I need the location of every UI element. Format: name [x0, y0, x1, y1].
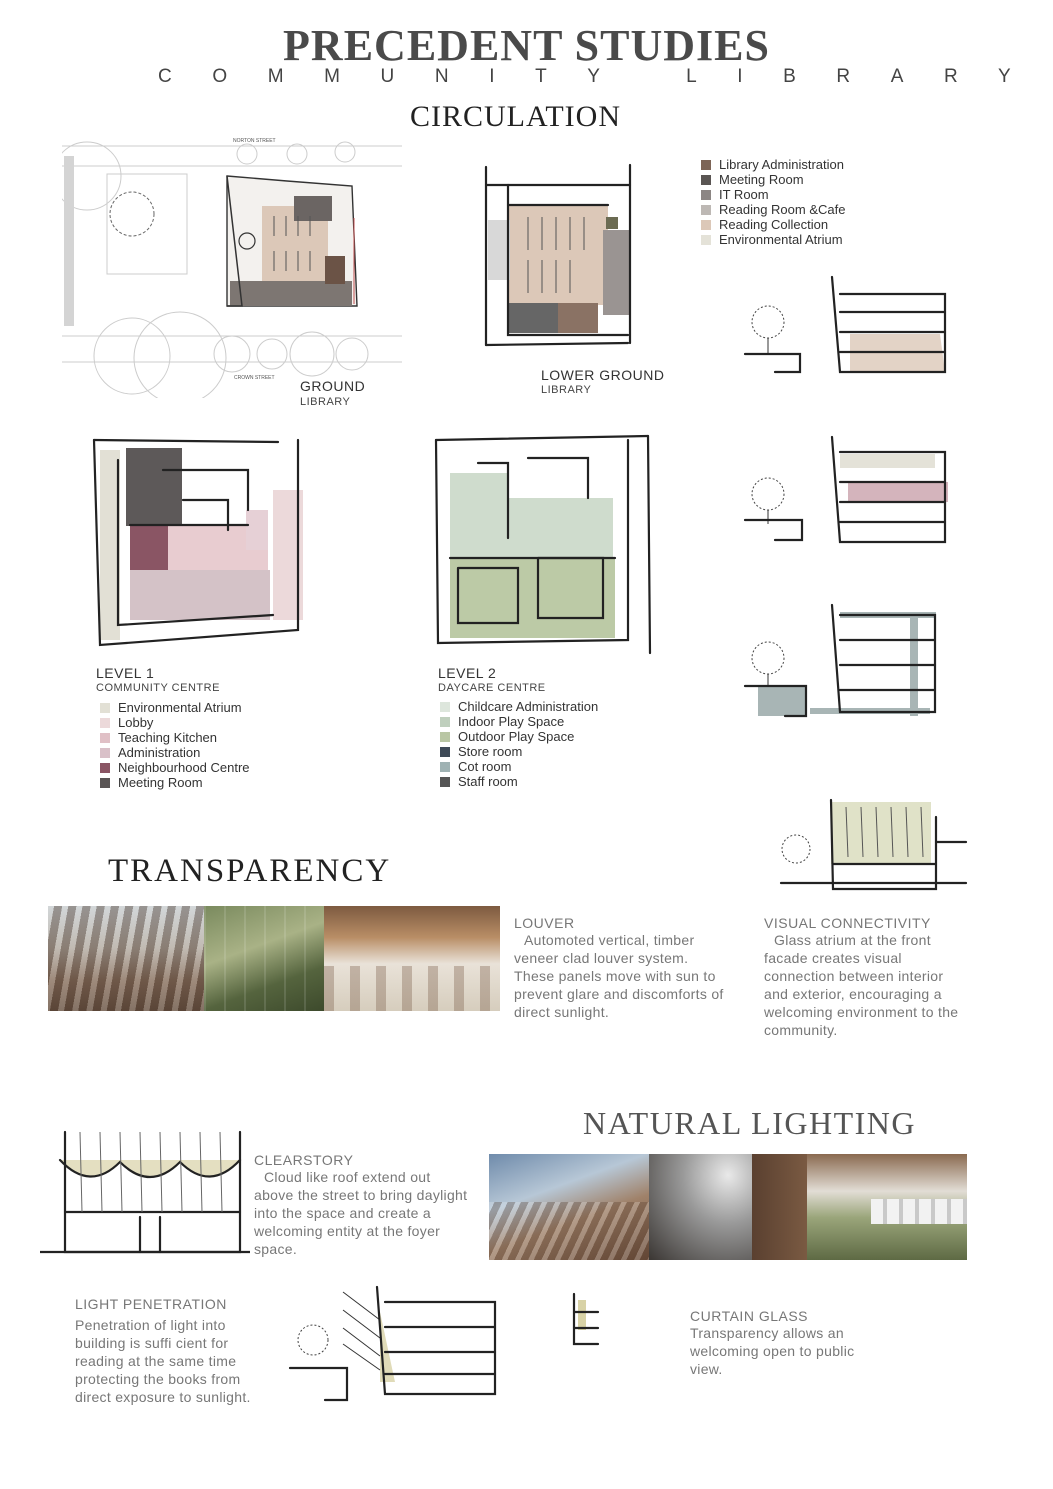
- legend-item: [440, 729, 598, 744]
- note-visual-connectivity: [764, 915, 969, 1039]
- legend-item: [100, 760, 250, 775]
- legend-level1: [100, 700, 250, 790]
- legend-swatch: [701, 235, 711, 245]
- plan-label-ground: GROUND: [300, 378, 366, 394]
- note-louver: [514, 915, 724, 1021]
- legend-item: [440, 759, 598, 774]
- photo-glass-atrium: [204, 906, 324, 1011]
- legend-label: Childcare Administration: [458, 699, 599, 714]
- legend-label: Environmental Atrium: [118, 700, 242, 715]
- note-body-clearstory: Cloud like roof extend out above the street to bring daylight into the space and create a welcoming entity at the foyer space.: [254, 1169, 468, 1257]
- legend-item: [440, 774, 598, 789]
- legend-item: [701, 172, 845, 187]
- legend-label: IT Room: [719, 187, 769, 202]
- note-curtain-glass: [690, 1308, 890, 1378]
- legend-swatch: [100, 778, 110, 788]
- legend-label: Administration: [118, 745, 201, 760]
- note-body-louver: Automoted vertical, timber veneer clad louver system. These panels move with sun to prevent glare and discomforts of direct sunlight.: [514, 932, 724, 1020]
- visual-connectivity-sketch: [776, 797, 971, 897]
- legend-swatch: [440, 762, 450, 772]
- photo-reading-room: [324, 906, 500, 1011]
- plan-sublabel-level1: COMMUNITY CENTRE: [96, 682, 220, 694]
- legend-swatch: [701, 205, 711, 215]
- plan-sublabel-level2: DAYCARE CENTRE: [438, 682, 546, 694]
- plan-label-lower-ground: LOWER GROUND: [541, 367, 665, 383]
- legend-label: Reading Collection: [719, 217, 829, 232]
- legend-label: Neighbourhood Centre: [118, 760, 250, 775]
- note-title-louver: LOUVER: [514, 915, 575, 931]
- section-heading-circulation: CIRCULATION: [410, 100, 621, 133]
- plan-label-level1: LEVEL 1: [96, 665, 155, 681]
- street-label-top: NORTON STREET: [233, 138, 276, 144]
- photo-exterior-cantilever: [489, 1154, 649, 1260]
- light-penetration-sketch: [285, 1282, 510, 1407]
- note-body-visual: Glass atrium at the front facade creates visual connection between interior and exterior, encouraging a welcoming environment to the community.: [764, 932, 959, 1038]
- note-body-curtain: Transparency allows an welcoming open to public view.: [690, 1325, 855, 1377]
- legend-label: Reading Room &Cafe: [719, 202, 846, 217]
- legend-item: [100, 700, 250, 715]
- note-light-penetration: [75, 1296, 280, 1406]
- legend-item: [701, 217, 845, 232]
- legend-label: Teaching Kitchen: [118, 730, 218, 745]
- photo-interior-corridor: [649, 1154, 807, 1260]
- note-clearstory: [254, 1152, 469, 1258]
- note-body-light: Penetration of light into building is suffi cient for reading at the same time protecting the books from direct exposure to sunlight.: [75, 1317, 251, 1405]
- section-heading-transparency: TRANSPARENCY: [108, 853, 392, 889]
- legend-label: Lobby: [118, 715, 154, 730]
- legend-label: Cot room: [458, 759, 512, 774]
- legend-swatch: [440, 777, 450, 787]
- section-heading-natural-lighting: NATURAL LIGHTING: [583, 1105, 916, 1141]
- section-sketch-community: [740, 432, 955, 552]
- legend-swatch: [701, 190, 711, 200]
- note-title-clearstory: CLEARSTORY: [254, 1152, 354, 1168]
- level1-floor-plan: [88, 430, 308, 655]
- legend-swatch: [440, 717, 450, 727]
- legend-label: Meeting Room: [118, 775, 203, 790]
- legend-label: Staff room: [458, 774, 518, 789]
- level2-floor-plan: [428, 428, 658, 656]
- legend-item: [100, 775, 250, 790]
- section-sketch-library: [740, 272, 955, 384]
- legend-level2: [440, 699, 598, 789]
- legend-item: [100, 715, 250, 730]
- legend-swatch: [100, 733, 110, 743]
- legend-item: [701, 202, 845, 217]
- photo-library-interior: [807, 1154, 967, 1260]
- street-label-bottom: CROWN STREET: [234, 375, 275, 381]
- note-title-curtain: CURTAIN GLASS: [690, 1308, 809, 1324]
- plan-sublabel-lower-ground: LIBRARY: [541, 384, 592, 396]
- legend-label: Store room: [458, 744, 523, 759]
- page-subtitle: COMMUNITY LIBRARY: [158, 66, 1052, 87]
- plan-label-level2: LEVEL 2: [438, 665, 497, 681]
- curtain-glass-sketch: [568, 1292, 606, 1348]
- legend-swatch: [440, 702, 450, 712]
- legend-swatch: [701, 160, 711, 170]
- page-title: PRECEDENT STUDIES: [283, 21, 770, 70]
- lower-ground-floor-plan: [478, 155, 638, 355]
- legend-swatch: [100, 703, 110, 713]
- legend-label: Environmental Atrium: [719, 232, 843, 247]
- legend-item: [440, 699, 598, 714]
- legend-swatch: [100, 763, 110, 773]
- legend-item: [701, 157, 845, 172]
- legend-swatch: [701, 175, 711, 185]
- legend-item: [701, 232, 845, 247]
- legend-swatch: [440, 747, 450, 757]
- section-sketch-daycare: [740, 600, 960, 722]
- legend-item: [701, 187, 845, 202]
- legend-item: [100, 730, 250, 745]
- clearstory-sketch: [40, 1122, 250, 1257]
- plan-sublabel-ground: LIBRARY: [300, 396, 351, 408]
- legend-library: [701, 157, 845, 247]
- legend-label: Meeting Room: [719, 172, 804, 187]
- note-title-visual: VISUAL CONNECTIVITY: [764, 915, 931, 931]
- legend-label: Library Administration: [719, 157, 844, 172]
- legend-label: Outdoor Play Space: [458, 729, 575, 744]
- legend-swatch: [100, 718, 110, 728]
- photo-louver-facade: [48, 906, 204, 1011]
- legend-item: [440, 714, 598, 729]
- legend-swatch: [440, 732, 450, 742]
- legend-label: Indoor Play Space: [458, 714, 565, 729]
- note-title-light: LIGHT PENETRATION: [75, 1296, 227, 1312]
- ground-floor-plan: [62, 136, 402, 398]
- legend-swatch: [100, 748, 110, 758]
- legend-swatch: [701, 220, 711, 230]
- legend-item: [100, 745, 250, 760]
- legend-item: [440, 744, 598, 759]
